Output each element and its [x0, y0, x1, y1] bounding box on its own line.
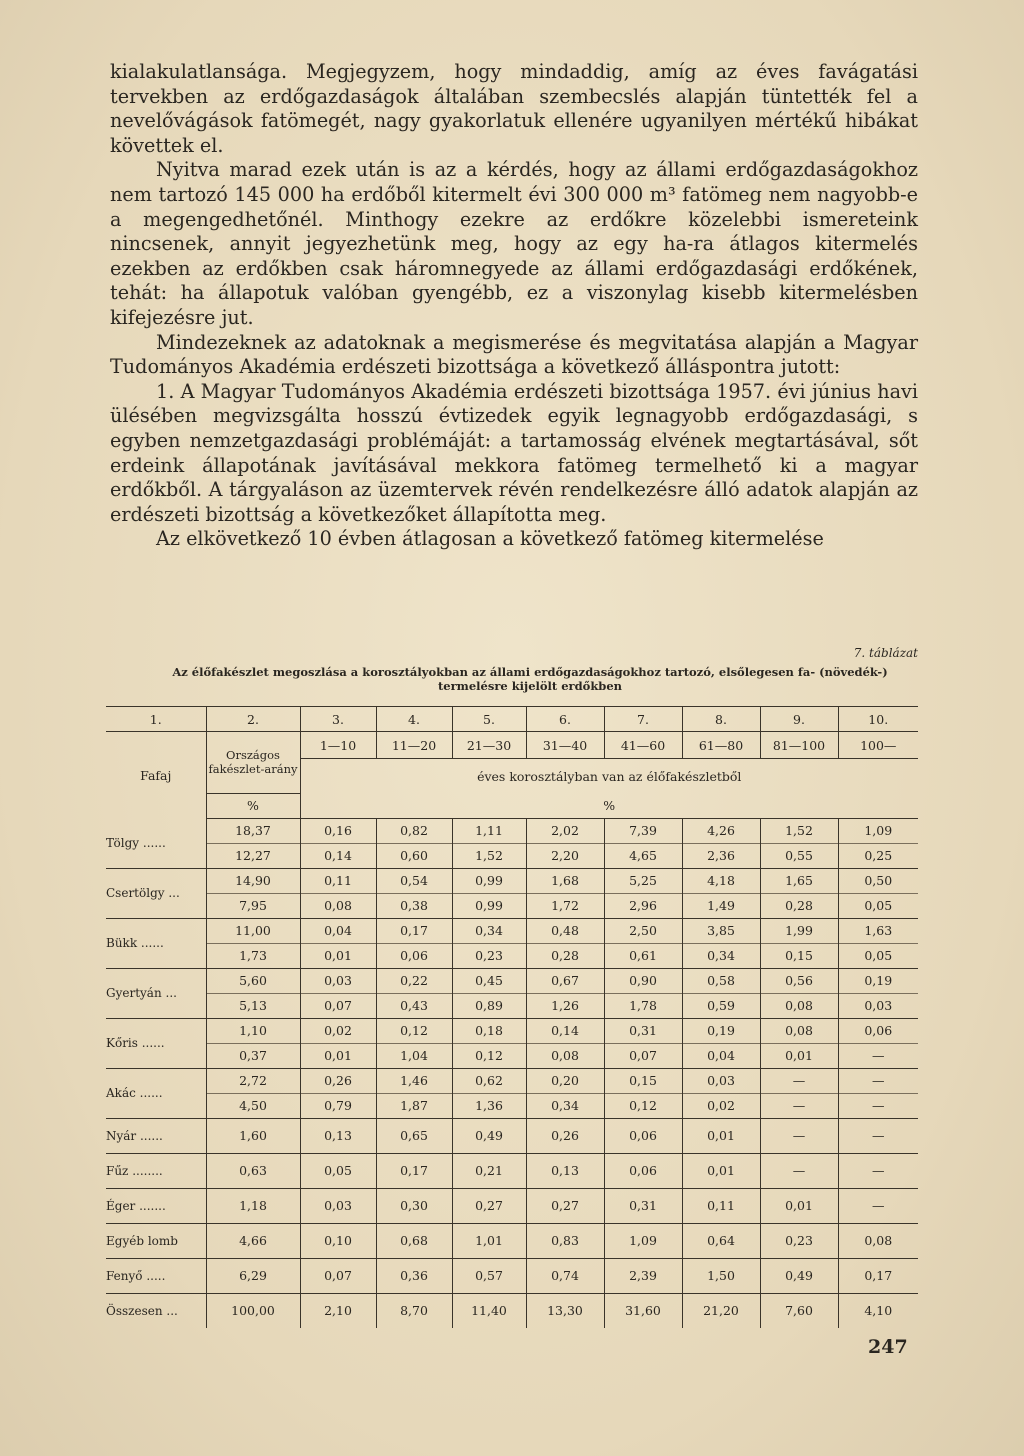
class-value: 0,01	[682, 1153, 760, 1188]
class-value: 0,01	[300, 943, 376, 968]
share-value: 7,95	[206, 893, 300, 918]
species-label: Éger .......	[106, 1188, 206, 1223]
class-value: 0,22	[376, 968, 452, 993]
class-value: 0,12	[376, 1018, 452, 1043]
class-value: 0,61	[604, 943, 682, 968]
class-value: 1,49	[682, 893, 760, 918]
class-value: 0,13	[300, 1118, 376, 1153]
age-class-header: 11—20	[376, 732, 452, 759]
table-number: 7. táblázat	[853, 646, 918, 660]
class-value: 0,62	[452, 1068, 526, 1093]
age-class-header: 21—30	[452, 732, 526, 759]
class-value: 0,08	[760, 1018, 838, 1043]
class-value: 0,17	[376, 918, 452, 943]
column-number: 1.	[106, 707, 206, 732]
class-value: 1,78	[604, 993, 682, 1018]
class-value: 1,26	[526, 993, 604, 1018]
class-value: 0,05	[300, 1153, 376, 1188]
class-value: 0,07	[300, 1258, 376, 1293]
class-value: 0,28	[760, 893, 838, 918]
share-value: 5,13	[206, 993, 300, 1018]
column-number: 4.	[376, 707, 452, 732]
class-value: 0,55	[760, 843, 838, 868]
class-value: 1,09	[838, 818, 918, 843]
class-value: 1,52	[760, 818, 838, 843]
class-value: 0,89	[452, 993, 526, 1018]
class-value: —	[838, 1118, 918, 1153]
species-label: Kőris ......	[106, 1018, 206, 1068]
share-value: 1,10	[206, 1018, 300, 1043]
class-value: 0,34	[452, 918, 526, 943]
class-value: 0,79	[300, 1093, 376, 1118]
age-class-header: 1—10	[300, 732, 376, 759]
class-value: —	[838, 1093, 918, 1118]
species-header: Fafaj	[140, 767, 172, 783]
class-value: —	[838, 1043, 918, 1068]
class-value: 0,59	[682, 993, 760, 1018]
class-value: 0,12	[604, 1093, 682, 1118]
class-value: 0,11	[300, 868, 376, 893]
class-value: 0,11	[682, 1188, 760, 1223]
class-value: 0,23	[452, 943, 526, 968]
age-class-header: 31—40	[526, 732, 604, 759]
class-value: 1,99	[760, 918, 838, 943]
class-value: 0,03	[682, 1068, 760, 1093]
class-value: 1,11	[452, 818, 526, 843]
class-value: 0,02	[682, 1093, 760, 1118]
share-value: 1,18	[206, 1188, 300, 1223]
class-value: 0,07	[300, 993, 376, 1018]
share-value: 11,00	[206, 918, 300, 943]
class-value: 0,45	[452, 968, 526, 993]
class-value: 1,50	[682, 1258, 760, 1293]
class-value: 0,04	[682, 1043, 760, 1068]
class-value: 0,60	[376, 843, 452, 868]
share-value: 14,90	[206, 868, 300, 893]
class-value: 0,01	[760, 1188, 838, 1223]
class-value: 31,60	[604, 1293, 682, 1328]
class-value: 0,38	[376, 893, 452, 918]
class-value: 4,65	[604, 843, 682, 868]
table-header	[106, 732, 918, 819]
class-value: 7,60	[760, 1293, 838, 1328]
paragraph: 1. A Magyar Tudományos Akadémia erdészeti bizottsága 1957. évi június havi ülésében megvizsgálta hosszú évtizedek egyik legnagyobb erdőgazdasági, s egyben nemzetgazdasági problémáját: a tartamosság elvének megtartásával, sőt erdeink állapotának javításával mekkora fatömeg termelhető ki a magyar erdőkből. A tárgyaláson az üzemtervek révén rendelkezésre álló adatok alapján az erdészeti bizottság a következőket állapította meg.	[110, 379, 918, 526]
class-value: 0,30	[376, 1188, 452, 1223]
table-title: Az élőfakészlet megoszlása a korosztályokban az állami erdőgazdaságokhoz tartozó, elsőlegesen fa- (növedék-) termelésre kijelölt erdőkben	[172, 665, 888, 693]
class-value: —	[760, 1093, 838, 1118]
age-class-header: 81—100	[760, 732, 838, 759]
data-table	[106, 706, 918, 1328]
age-subheader: éves korosztályban van az élőfakészletből	[300, 759, 918, 794]
table-row	[106, 1293, 918, 1328]
share-value: 12,27	[206, 843, 300, 868]
table-row	[106, 1188, 918, 1223]
class-value: 0,25	[838, 843, 918, 868]
species-label: Csertölgy ...	[106, 868, 206, 918]
class-value: 0,23	[760, 1223, 838, 1258]
class-value: 4,26	[682, 818, 760, 843]
class-value: 1,87	[376, 1093, 452, 1118]
class-value: 21,20	[682, 1293, 760, 1328]
class-value: 0,48	[526, 918, 604, 943]
class-value: 0,31	[604, 1188, 682, 1223]
table-row	[106, 1258, 918, 1293]
class-value: 0,50	[838, 868, 918, 893]
table-row	[106, 1093, 918, 1118]
species-label: Fenyő .....	[106, 1258, 206, 1293]
class-value: 2,36	[682, 843, 760, 868]
table-row	[106, 843, 918, 868]
table-row	[106, 1153, 918, 1188]
share-value: 0,37	[206, 1043, 300, 1068]
class-value: —	[760, 1068, 838, 1093]
class-value: 0,20	[526, 1068, 604, 1093]
share-value: 0,63	[206, 1153, 300, 1188]
class-value: 0,99	[452, 893, 526, 918]
class-value: 0,21	[452, 1153, 526, 1188]
class-value: 0,27	[526, 1188, 604, 1223]
class-value: 0,02	[300, 1018, 376, 1043]
class-value: 5,25	[604, 868, 682, 893]
share-header: Országos fakészlet-arány	[206, 732, 300, 794]
class-value: 0,19	[838, 968, 918, 993]
column-number: 2.	[206, 707, 300, 732]
column-number: 8.	[682, 707, 760, 732]
share-value: 100,00	[206, 1293, 300, 1328]
class-value: 0,06	[604, 1153, 682, 1188]
species-label: Bükk ......	[106, 918, 206, 968]
table-row	[106, 1118, 918, 1153]
class-value: 2,10	[300, 1293, 376, 1328]
column-number: 6.	[526, 707, 604, 732]
class-value: 1,01	[452, 1223, 526, 1258]
class-value: 0,68	[376, 1223, 452, 1258]
class-value: 1,68	[526, 868, 604, 893]
share-value: 5,60	[206, 968, 300, 993]
class-value: 0,05	[838, 893, 918, 918]
class-value: 0,27	[452, 1188, 526, 1223]
class-value: 0,15	[760, 943, 838, 968]
species-label: Fűz ........	[106, 1153, 206, 1188]
class-value: 1,65	[760, 868, 838, 893]
table-row	[106, 1018, 918, 1043]
class-value: 0,14	[526, 1018, 604, 1043]
share-value: 1,60	[206, 1118, 300, 1153]
class-value: 13,30	[526, 1293, 604, 1328]
class-value: 0,08	[300, 893, 376, 918]
class-value: 0,17	[376, 1153, 452, 1188]
class-value: 0,83	[526, 1223, 604, 1258]
share-value: 2,72	[206, 1068, 300, 1093]
class-value: 1,52	[452, 843, 526, 868]
table-row	[106, 818, 918, 843]
class-value: 2,96	[604, 893, 682, 918]
share-value: 4,50	[206, 1093, 300, 1118]
class-value: 8,70	[376, 1293, 452, 1328]
class-value: 0,12	[452, 1043, 526, 1068]
class-value: 2,50	[604, 918, 682, 943]
classes-unit: %	[300, 793, 918, 818]
class-value: 1,36	[452, 1093, 526, 1118]
age-class-header: 41—60	[604, 732, 682, 759]
class-value: 1,46	[376, 1068, 452, 1093]
column-number: 3.	[300, 707, 376, 732]
column-number: 5.	[452, 707, 526, 732]
class-value: 0,56	[760, 968, 838, 993]
class-value: 0,36	[376, 1258, 452, 1293]
class-value: 0,01	[760, 1043, 838, 1068]
class-value: 0,03	[300, 968, 376, 993]
class-value: 0,34	[526, 1093, 604, 1118]
class-value: 0,67	[526, 968, 604, 993]
column-number: 10.	[838, 707, 918, 732]
class-value: —	[838, 1153, 918, 1188]
species-label: Nyár ......	[106, 1118, 206, 1153]
table-row	[106, 1043, 918, 1068]
class-value: 0,34	[682, 943, 760, 968]
class-value: 0,16	[300, 818, 376, 843]
class-value: 7,39	[604, 818, 682, 843]
class-value: 0,99	[452, 868, 526, 893]
table-row	[106, 1223, 918, 1258]
class-value: 0,26	[300, 1068, 376, 1093]
class-value: 0,03	[838, 993, 918, 1018]
class-value: 2,02	[526, 818, 604, 843]
column-number-row	[106, 707, 918, 732]
class-value: 1,04	[376, 1043, 452, 1068]
class-value: 0,07	[604, 1043, 682, 1068]
class-value: 0,64	[682, 1223, 760, 1258]
class-value: 0,28	[526, 943, 604, 968]
class-value: 0,58	[682, 968, 760, 993]
column-number: 9.	[760, 707, 838, 732]
species-label: Gyertyán ...	[106, 968, 206, 1018]
species-label: Egyéb lomb	[106, 1223, 206, 1258]
class-value: 0,14	[300, 843, 376, 868]
class-value: 3,85	[682, 918, 760, 943]
class-value: 4,10	[838, 1293, 918, 1328]
class-value: 0,18	[452, 1018, 526, 1043]
table-row	[106, 918, 918, 943]
class-value: 1,09	[604, 1223, 682, 1258]
class-value: 0,06	[604, 1118, 682, 1153]
table-row	[106, 1068, 918, 1093]
class-value: 0,26	[526, 1118, 604, 1153]
share-value: 18,37	[206, 818, 300, 843]
body-text	[110, 60, 918, 552]
class-value: 0,17	[838, 1258, 918, 1293]
class-value: 0,06	[376, 943, 452, 968]
class-value: 0,08	[838, 1223, 918, 1258]
class-value: 0,90	[604, 968, 682, 993]
class-value: 0,65	[376, 1118, 452, 1153]
paragraph: Az elkövetkező 10 évben átlagosan a következő fatömeg kitermelése	[156, 527, 824, 551]
share-value: 4,66	[206, 1223, 300, 1258]
table-row	[106, 943, 918, 968]
class-value: —	[838, 1068, 918, 1093]
class-value: 0,01	[300, 1043, 376, 1068]
class-value: 0,82	[376, 818, 452, 843]
class-value: 0,31	[604, 1018, 682, 1043]
age-class-header: 61—80	[682, 732, 760, 759]
page-number: 247	[868, 1336, 908, 1358]
class-value: 0,04	[300, 918, 376, 943]
class-value: 0,05	[838, 943, 918, 968]
class-value: —	[760, 1118, 838, 1153]
share-value: 1,73	[206, 943, 300, 968]
table-row	[106, 893, 918, 918]
class-value: 0,10	[300, 1223, 376, 1258]
column-number: 7.	[604, 707, 682, 732]
class-value: —	[838, 1188, 918, 1223]
paragraph: Mindezeknek az adatoknak a megismerése és megvitatása alapján a Magyar Tudományos Akadémia erdészeti bizottsága a következő álláspontra jutott:	[110, 330, 918, 379]
table-row	[106, 993, 918, 1018]
species-label: Akác ......	[106, 1068, 206, 1118]
table-row	[106, 868, 918, 893]
class-value: 0,43	[376, 993, 452, 1018]
share-unit: %	[206, 793, 300, 818]
class-value: 0,49	[760, 1258, 838, 1293]
class-value: 0,13	[526, 1153, 604, 1188]
class-value: 11,40	[452, 1293, 526, 1328]
class-value: 0,49	[452, 1118, 526, 1153]
class-value: 1,63	[838, 918, 918, 943]
class-value: 4,18	[682, 868, 760, 893]
share-value: 6,29	[206, 1258, 300, 1293]
age-class-header: 100—	[838, 732, 918, 759]
class-value: 1,72	[526, 893, 604, 918]
paragraph: Nyitva marad ezek után is az a kérdés, hogy az állami erdőgazdaságokhoz nem tartozó 145 000 ha erdőből kitermelt évi 300 000 m³ fatömeg nem nagyobb-e a megengedhetőnél. Minthogy ezekre az erdőkre közelebbi ismereteink nincsenek, annyit jegyezhetünk meg, hogy az egy ha-ra átlagos kitermelés ezekben az erdőkben csak háromnegyede az állami erdőgazdasági erdőkének, tehát: ha állapotuk valóban gyengébb, ez a viszonylag kisebb kitermelésben kifejezésre jut.	[110, 158, 918, 329]
species-label: Tölgy ......	[106, 835, 166, 850]
class-value: 0,15	[604, 1068, 682, 1093]
class-value: —	[760, 1153, 838, 1188]
class-value: 0,57	[452, 1258, 526, 1293]
table-body	[106, 818, 918, 1328]
class-value: 2,20	[526, 843, 604, 868]
table-row	[106, 968, 918, 993]
paragraph: kialakulatlansága. Megjegyzem, hogy mindaddig, amíg az éves favágatási tervekben az erdőgazdaságok általában szembecslés alapján tüntették fel a nevelővágások fatömegét, nagy gyakorlatuk ellenére ugyanilyen mértékű hibákat követtek el.	[110, 60, 918, 157]
class-value: 0,03	[300, 1188, 376, 1223]
class-value: 2,39	[604, 1258, 682, 1293]
class-value: 0,06	[838, 1018, 918, 1043]
class-value: 0,08	[760, 993, 838, 1018]
class-value: 0,08	[526, 1043, 604, 1068]
class-value: 0,01	[682, 1118, 760, 1153]
class-value: 0,19	[682, 1018, 760, 1043]
species-label: Összesen ...	[106, 1293, 206, 1328]
class-value: 0,74	[526, 1258, 604, 1293]
class-value: 0,54	[376, 868, 452, 893]
